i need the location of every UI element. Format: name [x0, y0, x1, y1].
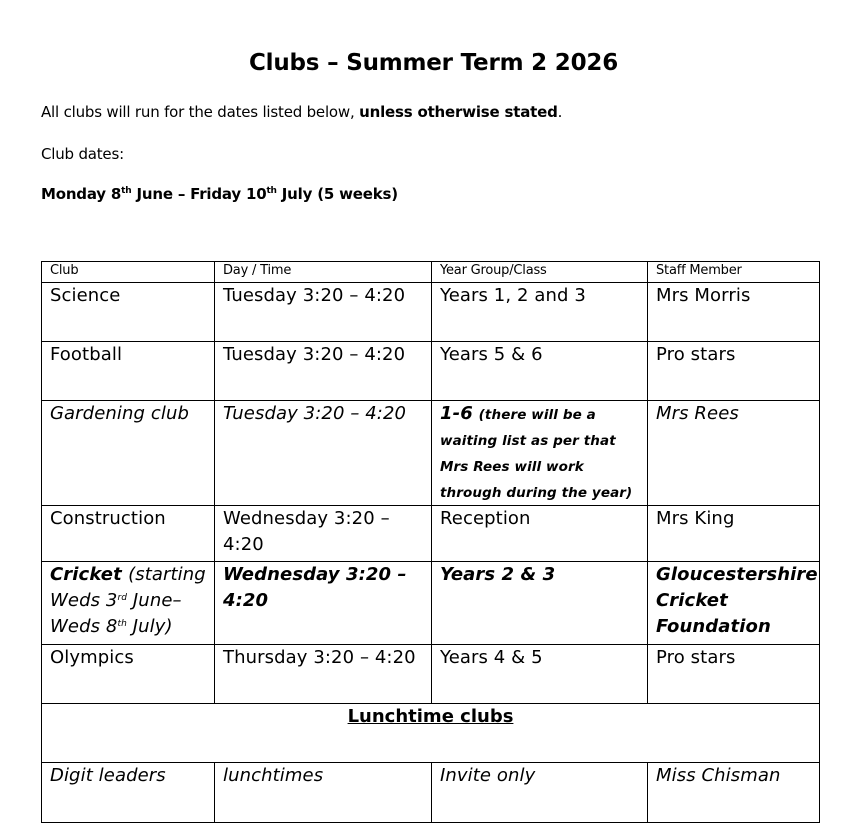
header-day-time: Day / Time	[215, 262, 432, 283]
table-row	[42, 562, 820, 645]
time-cell: Wednesday 3:20 – 4:20	[215, 506, 432, 562]
staff-cell: Gloucestershire Cricket Foundation	[648, 562, 820, 645]
table-row	[42, 342, 820, 401]
date-range	[41, 185, 398, 203]
club-note-sup: rd	[117, 593, 128, 603]
year-cell	[432, 401, 648, 506]
date-end-sup: th	[266, 186, 277, 196]
club-cell: Construction	[42, 506, 215, 562]
date-end: July (5 weeks)	[276, 185, 398, 203]
year-main: 1-6	[440, 403, 473, 424]
club-note: (starting Weds 3	[50, 564, 206, 611]
header-year-group: Year Group/Class	[432, 262, 648, 283]
club-cell	[42, 562, 215, 645]
lunchtime-section-title: Lunchtime clubs	[42, 704, 820, 763]
intro-bold-text: unless otherwise stated	[359, 103, 558, 121]
date-mid: June – Friday 10	[131, 185, 267, 203]
table-header-row	[42, 262, 820, 283]
header-staff-member: Staff Member	[648, 262, 820, 283]
year-cell: Reception	[432, 506, 648, 562]
table-row	[42, 506, 820, 562]
club-note: July)	[126, 616, 173, 637]
year-cell: Years 2 & 3	[432, 562, 648, 645]
intro-text-end: .	[557, 103, 563, 121]
club-cell: Football	[42, 342, 215, 401]
staff-cell: Pro stars	[648, 342, 820, 401]
time-cell: Tuesday 3:20 – 4:20	[215, 401, 432, 506]
staff-cell: Mrs Morris	[648, 283, 820, 342]
time-cell: Thursday 3:20 – 4:20	[215, 645, 432, 704]
year-note: (there will be a waiting list as per that Mrs Rees will work through during the year)	[440, 407, 633, 501]
staff-cell: Miss Chisman	[648, 763, 820, 823]
club-name: Cricket	[50, 564, 129, 585]
year-cell: Years 1, 2 and 3	[432, 283, 648, 342]
time-cell: Tuesday 3:20 – 4:20	[215, 283, 432, 342]
page-title: Clubs – Summer Term 2 2026	[249, 50, 618, 76]
club-note: June– Weds 8	[50, 590, 182, 637]
date-start: Monday 8	[41, 185, 122, 203]
clubs-table	[41, 261, 820, 823]
club-cell: Science	[42, 283, 215, 342]
club-cell: Gardening club	[42, 401, 215, 506]
club-cell: Olympics	[42, 645, 215, 704]
year-cell: Years 5 & 6	[432, 342, 648, 401]
intro-text-start: All clubs will run for the dates listed below,	[41, 103, 360, 121]
club-dates-label: Club dates:	[41, 145, 124, 163]
staff-cell: Pro stars	[648, 645, 820, 704]
section-row	[42, 704, 820, 763]
club-cell: Digit leaders	[42, 763, 215, 823]
table-row	[42, 645, 820, 704]
table-row	[42, 283, 820, 342]
year-cell: Invite only	[432, 763, 648, 823]
staff-cell: Mrs Rees	[648, 401, 820, 506]
club-note-sup: th	[117, 619, 127, 629]
staff-cell: Mrs King	[648, 506, 820, 562]
time-cell: lunchtimes	[215, 763, 432, 823]
date-start-sup: th	[121, 186, 132, 196]
header-club: Club	[42, 262, 215, 283]
table-row	[42, 401, 820, 506]
table-row	[42, 763, 820, 823]
intro-text	[41, 103, 562, 121]
time-cell: Wednesday 3:20 – 4:20	[215, 562, 432, 645]
time-cell: Tuesday 3:20 – 4:20	[215, 342, 432, 401]
year-cell: Years 4 & 5	[432, 645, 648, 704]
